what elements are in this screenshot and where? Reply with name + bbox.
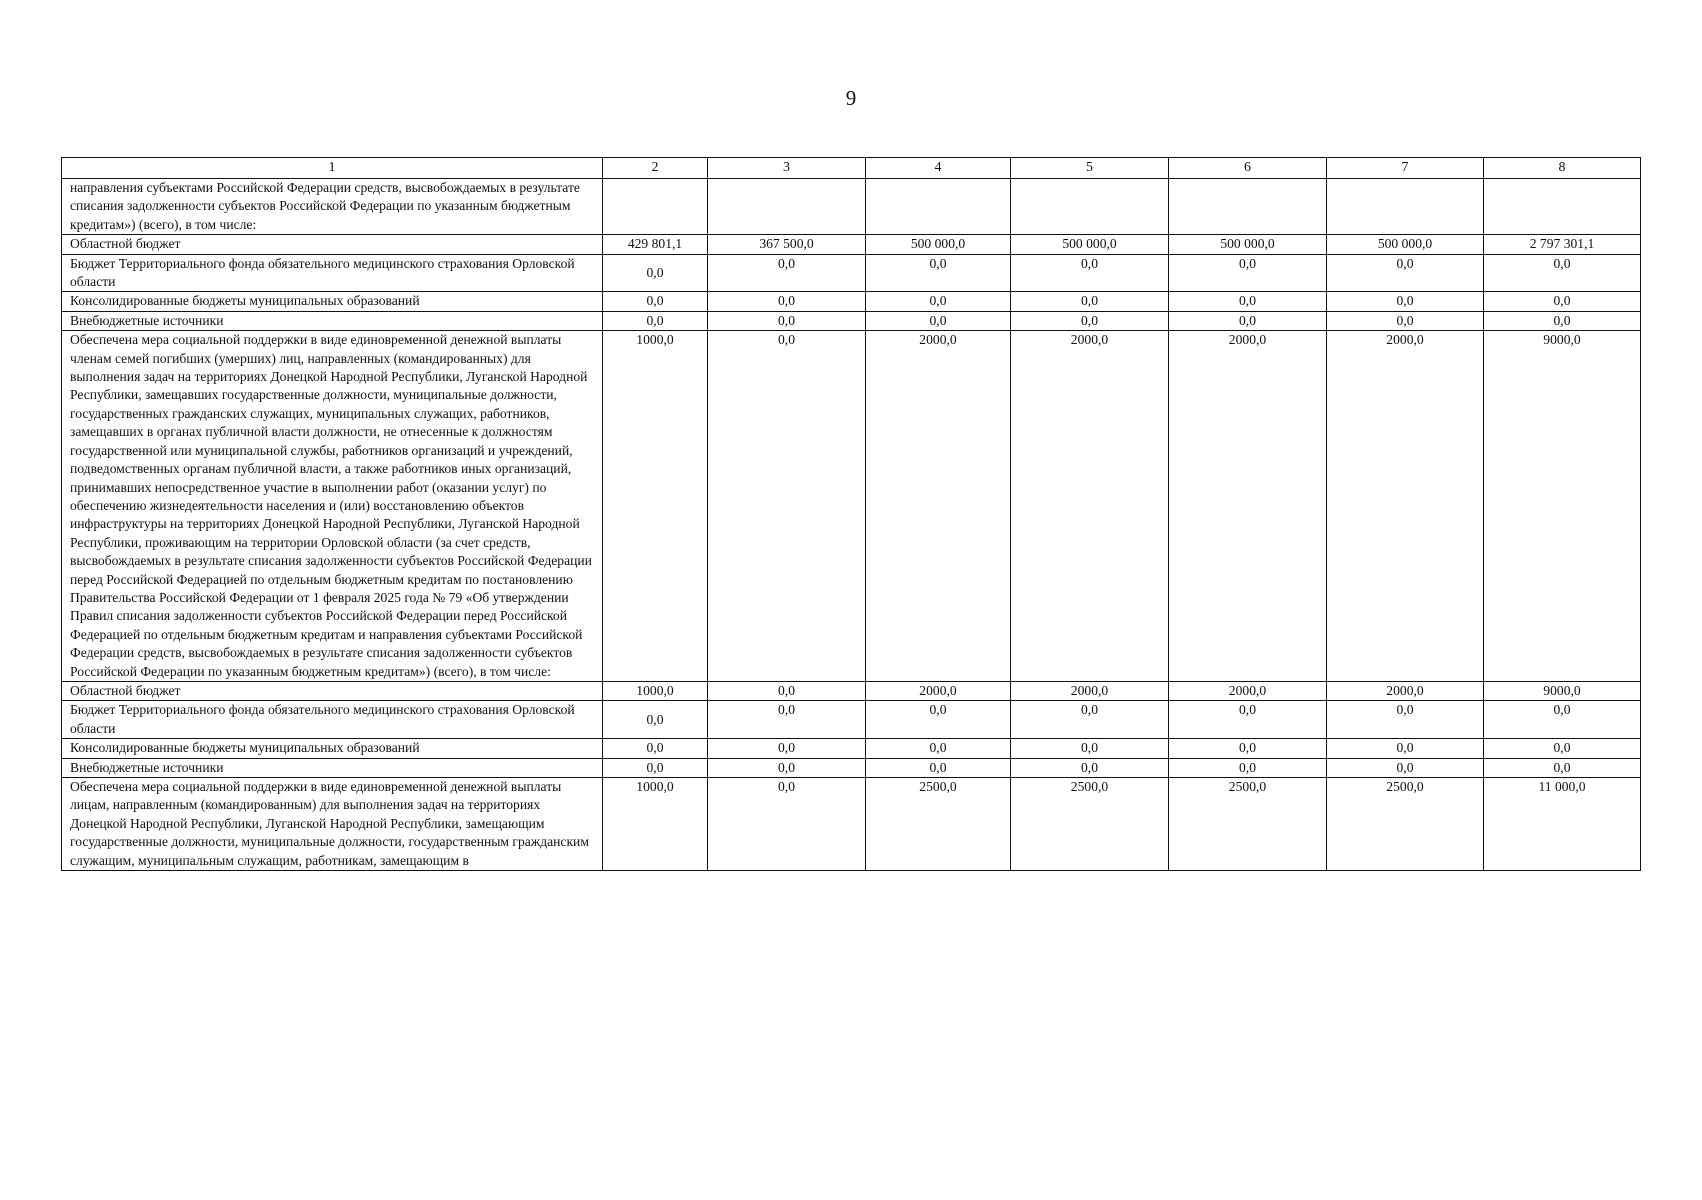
table-row — [62, 235, 1641, 254]
cell-value: 0,0 — [708, 292, 866, 311]
row-label: Внебюджетные источники — [62, 311, 603, 330]
cell-value: 0,0 — [603, 758, 708, 777]
budget-table — [61, 157, 1641, 871]
cell-value: 1000,0 — [603, 331, 708, 682]
cell-value: 500 000,0 — [866, 235, 1011, 254]
column-number-row — [62, 158, 1641, 179]
cell-value: 2000,0 — [866, 331, 1011, 682]
cell-value — [1011, 179, 1169, 235]
cell-value: 0,0 — [603, 254, 708, 292]
row-label: Консолидированные бюджеты муниципальных образований — [62, 292, 603, 311]
cell-value: 0,0 — [866, 311, 1011, 330]
cell-value: 500 000,0 — [1169, 235, 1327, 254]
cell-value: 9000,0 — [1484, 331, 1641, 682]
cell-value: 0,0 — [603, 701, 708, 739]
row-label: Бюджет Территориального фонда обязательного медицинского страхования Орловской области — [62, 701, 603, 739]
cell-value: 0,0 — [866, 254, 1011, 292]
cell-value: 2000,0 — [1011, 681, 1169, 700]
cell-value: 0,0 — [708, 254, 866, 292]
row-label: Обеспечена мера социальной поддержки в виде единовременной денежной выплаты лицам, направленным (командированным) для выполнения задач на территориях Донецкой Народной Республики, Луганской Народной Республики, замещающим государственные должности, муниципальные должности, государственным гражданским служащим, муниципальным служащим, работникам, замещающим в — [62, 778, 603, 871]
cell-value: 0,0 — [1169, 311, 1327, 330]
cell-value: 0,0 — [1011, 311, 1169, 330]
cell-value: 0,0 — [1169, 758, 1327, 777]
cell-value: 11 000,0 — [1484, 778, 1641, 871]
cell-value: 2000,0 — [866, 681, 1011, 700]
column-header: 2 — [603, 158, 708, 179]
cell-value: 0,0 — [1327, 292, 1484, 311]
cell-value: 2500,0 — [1169, 778, 1327, 871]
column-header: 5 — [1011, 158, 1169, 179]
cell-value — [1169, 179, 1327, 235]
cell-value: 0,0 — [603, 739, 708, 758]
cell-value: 0,0 — [1011, 292, 1169, 311]
cell-value: 0,0 — [866, 701, 1011, 739]
cell-value: 0,0 — [708, 311, 866, 330]
cell-value: 0,0 — [708, 758, 866, 777]
cell-value: 9000,0 — [1484, 681, 1641, 700]
row-label: Областной бюджет — [62, 681, 603, 700]
cell-value: 0,0 — [1484, 739, 1641, 758]
table-row — [62, 311, 1641, 330]
cell-value: 367 500,0 — [708, 235, 866, 254]
cell-value: 0,0 — [1327, 311, 1484, 330]
row-label: Консолидированные бюджеты муниципальных образований — [62, 739, 603, 758]
cell-value: 0,0 — [1011, 701, 1169, 739]
cell-value: 0,0 — [866, 292, 1011, 311]
cell-value: 0,0 — [1011, 758, 1169, 777]
cell-value: 1000,0 — [603, 681, 708, 700]
cell-value: 2000,0 — [1169, 681, 1327, 700]
cell-value: 0,0 — [1484, 311, 1641, 330]
cell-value: 1000,0 — [603, 778, 708, 871]
column-header: 3 — [708, 158, 866, 179]
cell-value: 0,0 — [1327, 701, 1484, 739]
cell-value: 2000,0 — [1011, 331, 1169, 682]
cell-value: 0,0 — [866, 758, 1011, 777]
row-label: Областной бюджет — [62, 235, 603, 254]
cell-value: 2000,0 — [1327, 331, 1484, 682]
cell-value: 0,0 — [1327, 739, 1484, 758]
cell-value — [708, 179, 866, 235]
cell-value: 2000,0 — [1327, 681, 1484, 700]
cell-value: 429 801,1 — [603, 235, 708, 254]
column-header: 7 — [1327, 158, 1484, 179]
table-row — [62, 758, 1641, 777]
cell-value: 0,0 — [708, 701, 866, 739]
table-row — [62, 681, 1641, 700]
cell-value: 0,0 — [708, 739, 866, 758]
cell-value: 0,0 — [603, 292, 708, 311]
cell-value — [866, 179, 1011, 235]
table-row — [62, 254, 1641, 292]
cell-value: 0,0 — [1484, 701, 1641, 739]
cell-value: 0,0 — [866, 739, 1011, 758]
cell-value: 0,0 — [1484, 292, 1641, 311]
cell-value — [603, 179, 708, 235]
table-row — [62, 331, 1641, 682]
cell-value: 0,0 — [1327, 254, 1484, 292]
cell-value: 500 000,0 — [1011, 235, 1169, 254]
row-label: Бюджет Территориального фонда обязательного медицинского страхования Орловской области — [62, 254, 603, 292]
cell-value: 0,0 — [708, 778, 866, 871]
cell-value: 0,0 — [1484, 254, 1641, 292]
cell-value: 0,0 — [1011, 739, 1169, 758]
cell-value: 0,0 — [1169, 739, 1327, 758]
column-header: 6 — [1169, 158, 1327, 179]
cell-value: 2500,0 — [1011, 778, 1169, 871]
cell-value: 0,0 — [1169, 701, 1327, 739]
table-row — [62, 778, 1641, 871]
cell-value: 0,0 — [708, 331, 866, 682]
page-number: 9 — [845, 86, 857, 110]
cell-value: 2500,0 — [866, 778, 1011, 871]
cell-value — [1484, 179, 1641, 235]
cell-value: 2 797 301,1 — [1484, 235, 1641, 254]
cell-value: 2000,0 — [1169, 331, 1327, 682]
column-header: 1 — [62, 158, 603, 179]
cell-value: 0,0 — [1327, 758, 1484, 777]
row-label: Обеспечена мера социальной поддержки в виде единовременной денежной выплаты членам семей погибших (умерших) лиц, направленных (командированных) для выполнения задач на территориях Донецкой Народной Республики, Луганской Народной Республики, замещавших государственные должности, муниципальные должности, государственных гражданских служащих, муниципальных служащих, работников, замещавших в органах публичной власти должности, не отнесенные к должностям государственной или муниципальной службы, работников организаций и учреждений, подведомственных органам публичной власти, а также работников иных организаций, принимавших непосредственное участие в выполнении работ (оказании услуг) по обеспечению жизнедеятельности населения и (или) восстановлению объектов инфраструктуры на территориях Донецкой Народной Республики, Луганской Народной Республики, проживающим на территории Орловской области (за счет средств, высвобождаемых в результате списания задолженности субъектов Российской Федерации перед Российской Федерацией по отдельным бюджетным кредитам по постановлению Правительства Российской Федерации от 1 февраля 2025 года № 79 «Об утверждении Правил списания задолженности субъектов Российской Федерации перед Российской Федерацией по отдельным бюджетным кредитам и направления субъектами Российской Федерации средств, высвобождаемых в результате списания задолженности субъектов Российской Федерации по указанным бюджетным кредитам») (всего), в том числе: — [62, 331, 603, 682]
cell-value: 0,0 — [1011, 254, 1169, 292]
table-row — [62, 179, 1641, 235]
table-row — [62, 739, 1641, 758]
cell-value: 0,0 — [708, 681, 866, 700]
table-row — [62, 292, 1641, 311]
cell-value: 0,0 — [1484, 758, 1641, 777]
cell-value: 2500,0 — [1327, 778, 1484, 871]
cell-value: 500 000,0 — [1327, 235, 1484, 254]
column-header: 8 — [1484, 158, 1641, 179]
cell-value: 0,0 — [1169, 254, 1327, 292]
row-label: направления субъектами Российской Федерации средств, высвобождаемых в результате списания задолженности субъектов Российской Федерации по указанным бюджетным кредитам») (всего), в том числе: — [62, 179, 603, 235]
column-header: 4 — [866, 158, 1011, 179]
cell-value — [1327, 179, 1484, 235]
row-label: Внебюджетные источники — [62, 758, 603, 777]
cell-value: 0,0 — [1169, 292, 1327, 311]
table-row — [62, 701, 1641, 739]
cell-value: 0,0 — [603, 311, 708, 330]
